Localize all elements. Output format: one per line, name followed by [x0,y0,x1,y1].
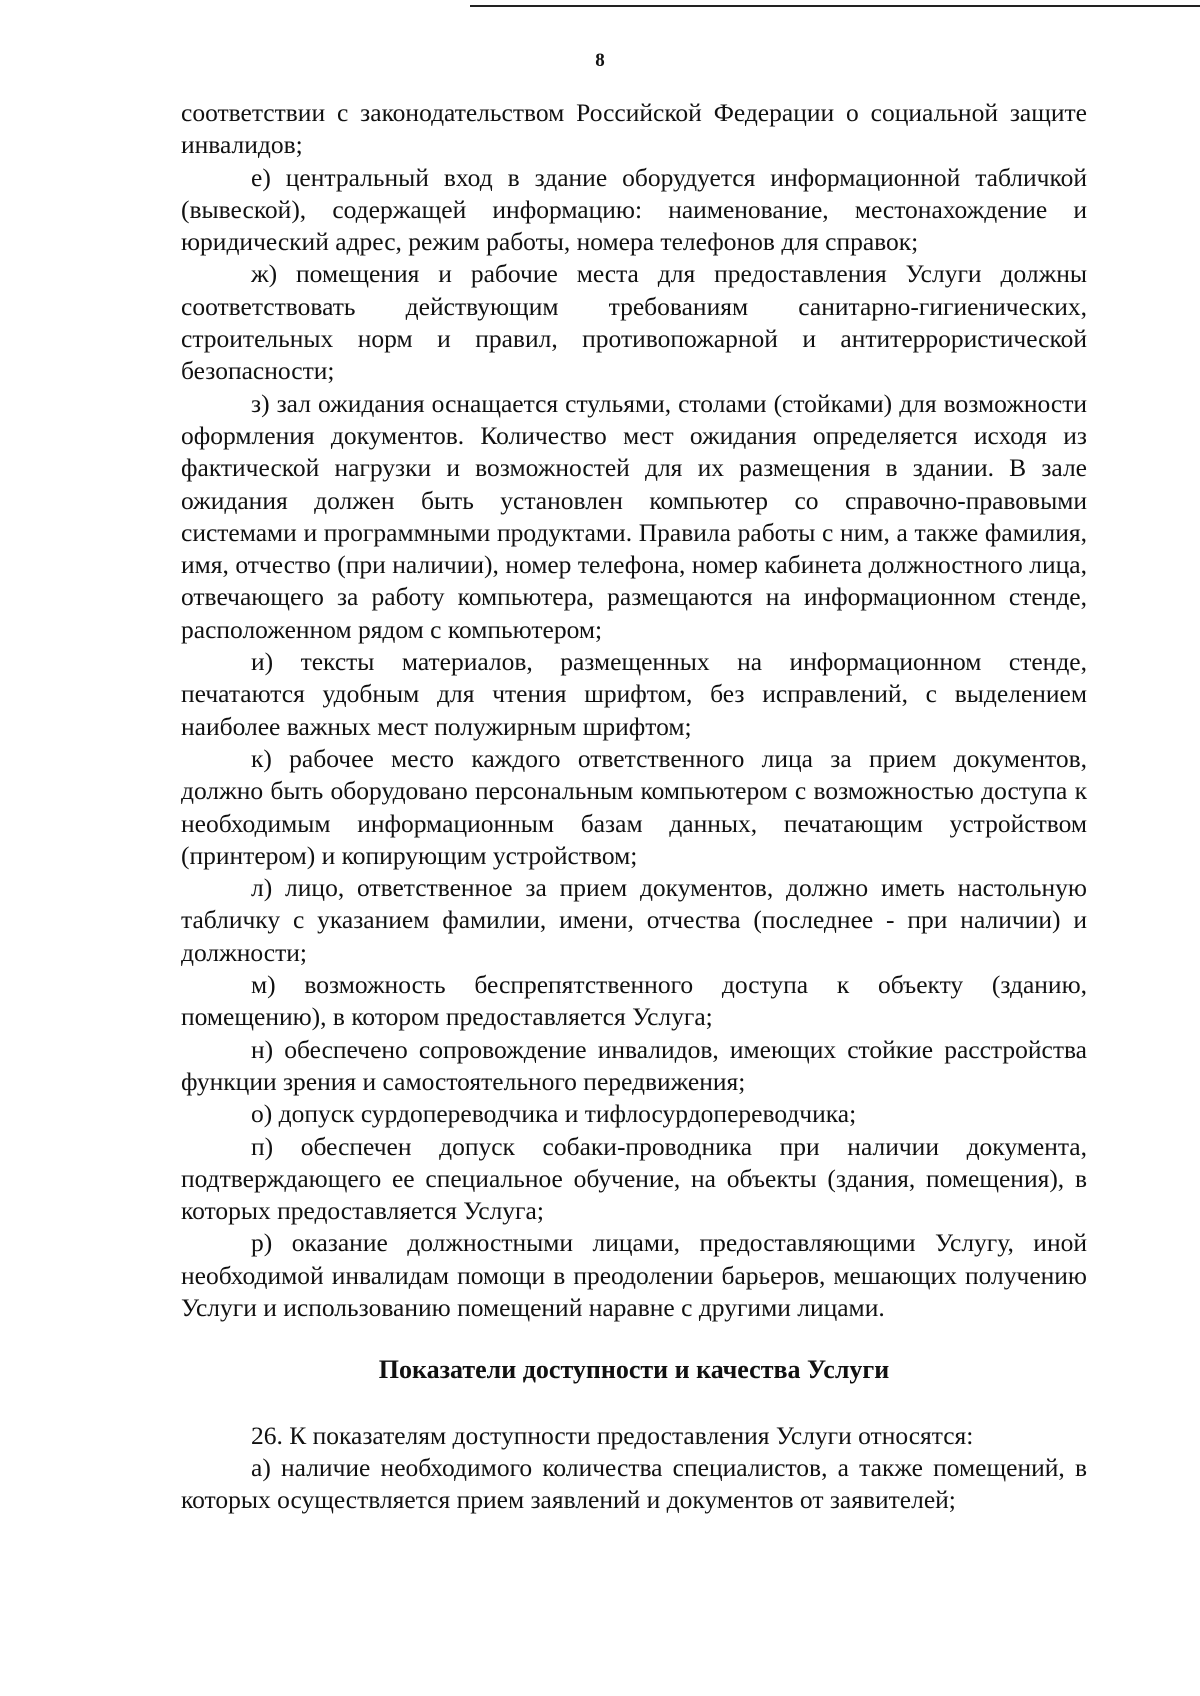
paragraph-continuation: соответствии с законодательством Российской Федерации о социальной защите инвалидов; [181,98,1087,160]
paragraph-item-n: н) обеспечено сопровождение инвалидов, имеющих стойкие расстройства функции зрения и самостоятельного передвижения; [181,1034,1087,1096]
paragraph-item-o: о) допуск сурдопереводчика и тифлосурдопереводчика; [251,1099,857,1129]
section-heading: Показатели доступности и качества Услуги [378,1355,890,1385]
top-rule [470,5,1200,7]
page-number: 8 [595,50,605,71]
paragraph-item-r: р) оказание должностными лицами, предоставляющими Услугу, иной необходимой инвалидам помощи в преодолении барьеров, мешающих получению Услуги и использованию помещений наравне с другими лицами. [181,1228,1087,1322]
paragraph-item-z: з) зал ожидания оснащается стульями, столами (стойками) для возможности оформления документов. Количество мест ожидания определяется исходя из фактической нагрузки и возможностей для их размещения в здании. В зале ожидания должен быть установлен компьютер со справочно-правовыми системами и программными продуктами. Правила работы с ним, а также фамилия, имя, отчество (при наличии), номер телефона, номер кабинета должностного лица, отвечающего за работу компьютера, размещаются на информационном стенде, расположенном рядом с компьютером; [181,388,1087,644]
paragraph-clause-26: 26. К показателям доступности предоставления Услуги относятся: [251,1420,974,1450]
paragraph-item-l: л) лицо, ответственное за прием документов, должно иметь настольную табличку с указанием фамилии, имени, отчества (последнее - при наличии) и должности; [181,873,1087,967]
paragraph-item-k: к) рабочее место каждого ответственного лица за прием документов, должно быть оборудовано персональным компьютером с возможностью доступа к необходимым информационным базам данных, печатающим устройством (принтером) и копирующим устройством; [181,743,1087,870]
paragraph-item-p: п) обеспечен допуск собаки-проводника при наличии документа, подтверждающего ее специальное обучение, на объекты (здания, помещения), в которых предоставляется Услуга; [181,1131,1087,1226]
paragraph-item-e: е) центральный вход в здание оборудуется информационной табличкой (вывеской), содержащей информацию: наименование, местонахождение и юридический адрес, режим работы, номера телефонов для справок; [181,162,1087,257]
paragraph-item-m: м) возможность беспрепятственного доступа к объекту (зданию, помещению), в котором предоставляется Услуга; [181,970,1087,1032]
document-body [181,97,1087,1516]
paragraph-item-a: а) наличие необходимого количества специалистов, а также помещений, в которых осуществляется прием заявлений и документов от заявителей; [181,1452,1087,1515]
paragraph-item-i: и) тексты материалов, размещенных на информационном стенде, печатаются удобным для чтения шрифтом, без исправлений, с выделением наиболее важных мест полужирным шрифтом; [181,647,1087,741]
paragraph-item-zh: ж) помещения и рабочие места для предоставления Услуги должны соответствовать действующим требованиям санитарно-гигиенических, строительных норм и правил, противопожарной и антитеррористической безопасности; [181,259,1087,386]
